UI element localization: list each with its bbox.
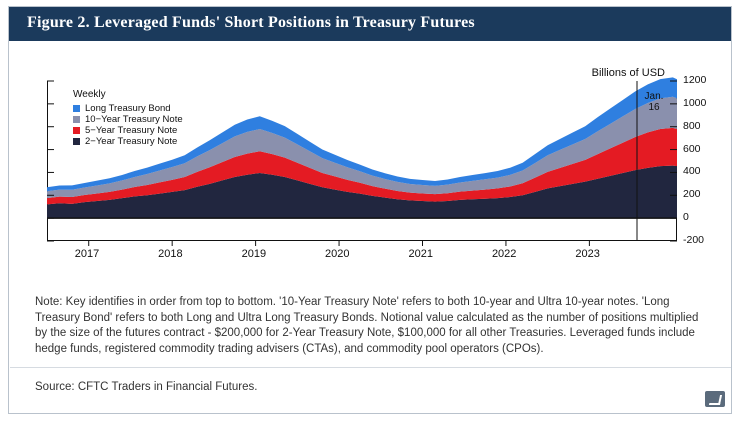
figure-note: Note: Key identifies in order from top to bottom. '10-Year Treasury Note' refers to both 10-year and Ultra 10-year notes. 'Long Treasury Bond' refers to both Long and Ultra Long Treasury Bonds. Notional value calculated as the number of positions multiplied by the size of the futures contract - $200,000 for 2-Year Treasury Note, $100,000 for all other Treasuries. Leveraged funds include hedge funds, registered commodity trading advisers (CTAs), and commodity pool operators (CPOs).: [35, 296, 699, 355]
chart-area: [9, 41, 731, 285]
x-tick-label: 2017: [74, 248, 100, 260]
x-tick-label: 2022: [491, 248, 517, 260]
figure-title-bar: [9, 7, 731, 41]
y-tick-label: 800: [683, 119, 701, 132]
y-axis-unit-label: Billions of USD: [591, 67, 665, 79]
last-observation-month: Jan.: [644, 91, 664, 102]
legend-item-10-year-treasury-note: [73, 114, 183, 125]
y-tick-label: -200: [683, 234, 705, 246]
legend-label: Long Treasury Bond: [85, 102, 171, 114]
legend-item-2-year-treasury-note: [73, 136, 183, 147]
last-observation-label: [639, 91, 669, 113]
legend-swatch: [73, 127, 80, 134]
figure-card: [8, 6, 732, 414]
y-tick-label: 1000: [683, 96, 707, 109]
y-tick-label: 0: [683, 211, 689, 224]
chart-legend: [73, 89, 183, 147]
x-tick-label: 2023: [575, 248, 600, 260]
legend-swatch: [73, 105, 80, 112]
y-tick-label: 200: [683, 188, 701, 201]
legend-swatch: [73, 138, 80, 145]
legend-label: 5−Year Treasury Note: [85, 124, 178, 136]
legend-label: 10−Year Treasury Note: [85, 113, 183, 125]
figure-source: Source: CFTC Traders in Financial Futures.: [35, 381, 258, 393]
legend-title: Weekly: [73, 89, 106, 100]
legend-swatch: [73, 116, 80, 123]
y-tick-label: 1200: [683, 74, 707, 86]
y-tick-label: 600: [683, 142, 701, 155]
legend-item-5-year-treasury-note: [73, 125, 183, 136]
legend-item-long-treasury-bond: [73, 103, 183, 114]
divider: [10, 367, 731, 368]
y-tick-label: 400: [683, 165, 701, 178]
legend-label: 2−Year Treasury Note: [85, 135, 178, 147]
x-tick-label: 2019: [241, 248, 267, 260]
x-tick-label: 2021: [408, 248, 433, 260]
resize-handle-icon[interactable]: [705, 391, 725, 407]
x-tick-label: 2020: [325, 248, 350, 260]
x-tick-label: 2018: [158, 248, 183, 260]
page-title: Figure 2. Leveraged Funds' Short Positions in Treasury Futures: [27, 14, 475, 31]
plot-wrapper: [39, 63, 707, 268]
last-observation-day: 16: [648, 102, 660, 113]
